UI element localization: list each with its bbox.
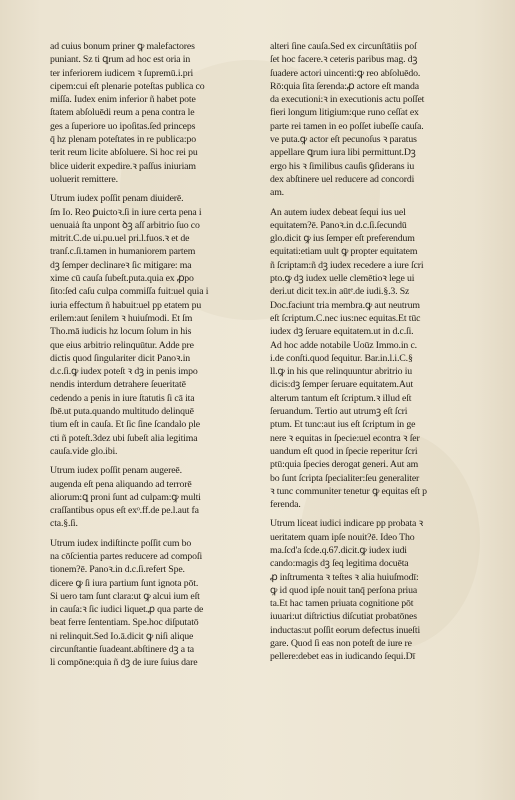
- text-line: ñ ſcriptam:ñ dꝫ iudex recedere a iure ſcri: [270, 259, 424, 271]
- text-line: que eius arbitrio relinquūtur. Adde pre: [50, 339, 194, 351]
- text-line: terit reum licite abſoluere. Si hoc rei pu: [50, 147, 198, 159]
- text-line: d.c.ſi.ꝙ iudex poteſt ꝛ dꝫ in penis impo: [50, 366, 198, 378]
- text-line: Utrum iudex poſſit penam augereē.: [50, 465, 182, 477]
- text-line: inductas:ut poſſit eorum defectus inueſti: [270, 624, 421, 636]
- text-line: miſſa. Iudex enim inferior ñ habet pote: [50, 94, 196, 106]
- text-line: ꝓ inſtrumenta ꝛ teſtes ꝛ alia huiuſmodī:: [270, 571, 419, 583]
- text-line: in cauſa:ꝛ ſic iudici liquet.ꝓ qua parte de: [50, 604, 204, 616]
- text-line: equitati:etiam uult ꝙ propter equitatem: [270, 246, 418, 258]
- text-line: ter inferiorem iudicem ꝛ ſupremū.i.pri: [50, 67, 194, 79]
- text-line: cedendo a penis in iure ſtatutis ſi cā ita: [50, 392, 195, 404]
- text-line: dicis:dꝫ ſemper ſeruare equitatem.Aut: [270, 379, 414, 391]
- text-line: ta.Et hac tamen priuata cognitione pōt: [270, 598, 414, 610]
- text-line: craſſantibus opus eſt exᵒ.ff.de pe.l.aut fa: [50, 505, 199, 517]
- text-line: ad cuius bonum priner ꝙ malefactores: [50, 41, 195, 52]
- text-line: pto.ꝙ dꝫ iudex uelle clemētioꝛ lege ui: [270, 273, 415, 285]
- text-line: nere ꝛ equitas in ſpecie:uel econtra ꝛ ſer: [270, 432, 420, 444]
- text-line: dicere ꝙ ſi iura partium ſunt ignota pōt.: [50, 577, 199, 589]
- text-line: tium eſt in cauſa. Et ſic ſine ſcandalo ple: [50, 419, 200, 431]
- text-line: ptum. Et tunc:aut ius eſt ſcriptum in ge: [270, 419, 416, 431]
- text-line: cti ñ poteſt.3dez ubi ſubeſt alia legitima: [50, 432, 198, 444]
- text-line: iuria effectum ñ habuit:uel pp etatem pu: [50, 299, 202, 311]
- text-line: uandum eſt quod in ſpecie reperitur ſcri: [270, 445, 418, 457]
- text-line: alteri ſine cauſa.Sed ex circunſtātiis poſ: [270, 41, 417, 52]
- text-line: puniant. Sz ti ꝗrum ad hoc est oria in: [50, 54, 191, 66]
- text-line: ges a ſuperiore uo ipoſitas.ſed princeps: [50, 120, 196, 132]
- text-line: ergo his ꝛ ſimilibus cauſis ꝯſiderans iu: [270, 160, 415, 172]
- text-line: ueritatem quam ipſe nouit?ē. Ideo Tho: [270, 531, 415, 543]
- text-line: bo ſunt ſcripta ſpecialiter:ſeu generaliter: [270, 472, 420, 484]
- text-line: dꝫ ſemper declinareꝛ ſic mitigare: ma: [50, 259, 192, 271]
- text-line: Tho.mā iudicis hz locum ſolum in his: [50, 326, 192, 338]
- text-line: ptū:quia ſpecies derogat generi. Aut am: [270, 459, 419, 471]
- text-line: beat ferre ſententiam. Spe.hoc diſputatō: [50, 617, 199, 629]
- text-line: Utrum liceat iudici indicare pp probata ꝛ: [270, 518, 424, 530]
- text-line: ferenda.: [270, 499, 301, 511]
- text-line: nendis interdum detrahere ſeueritatē: [50, 379, 186, 391]
- text-line: uenuaiȧ ſta unpont ꝺꝫ aſſ arbitrio ſuo co: [50, 219, 200, 231]
- text-line: ll.ꝙ in his que relinquuntur abritrio iu: [270, 366, 413, 378]
- text-line: Rō:quia ſita ſerenda:ꝓ actore eſt manda: [270, 80, 419, 92]
- text-line: tranſ.c.ſi.tamen in humaniorem partem: [50, 246, 196, 258]
- text-line: tionem?ē. Panoꝛ.in d.c.ſi.refert Spe.: [50, 564, 185, 576]
- text-line: ſbē.ut puta.quando multitudo delinquē: [50, 406, 194, 418]
- text-line: am.: [270, 187, 284, 199]
- text-line: deri.ut dicit tex.in aūtᵉ.de iudi.§.3. Sz: [270, 286, 410, 298]
- text-line: dex abſtinere uel reducere ad concordi: [270, 173, 415, 185]
- text-line: aliorum:ꝗ proni ſunt ad culpam:ꝙ multi: [50, 491, 201, 503]
- text-line: i.de conſti.quod ſequitur. Bar.in.l.i.C.§: [270, 352, 413, 364]
- text-line: ni relinquit.Sed Io.ā.dicit ꝙ niſi alique: [50, 630, 194, 642]
- text-line: glo.dicit ꝙ ius ſemper eſt preferendum: [270, 233, 415, 245]
- text-line: cauſa.vide glo.ibi.: [50, 445, 118, 457]
- right-column: [270, 40, 482, 664]
- text-line: li compōne:quia ñ dꝫ de iure ſuius dare: [50, 657, 198, 669]
- text-line: Utrum iudex poſſit penam diuiderē.: [50, 193, 184, 205]
- text-line: Utrum iudex indiſtincte poſſit cum bo: [50, 537, 192, 549]
- text-line: da executioni:ꝛ in executionis actu poſſet: [270, 94, 425, 106]
- text-line: xime cū cauſa ſubeſt.puta.quia ex ꝓpo: [50, 273, 194, 285]
- text-line: mitrit.C.de ui.pu.uel pri.l.fuos.ꝛ et de: [50, 233, 190, 245]
- text-line: equitatem?ē. Panoꝛ.in d.c.ſi.ſecundū: [270, 219, 407, 231]
- text-line: ſm Io. Reo ꝑuictoꝛ.ſi in iure certa pena i: [50, 206, 202, 218]
- text-line: eſt ſcriptum.C.nec ius:nec equitas.Et tūc: [270, 312, 421, 324]
- text-line: Ad hoc adde notabile Uoūz Immo.in c.: [270, 339, 417, 351]
- text-line: fieri longum litigium:que runo ceſſat ex: [270, 107, 419, 119]
- text-line: ꝛ tunc communiter tenetur ꝙ equitas eſt p: [270, 485, 427, 497]
- text-line: circunſtantie ſuadeant.abſtinere dꝫ a ta: [50, 644, 194, 656]
- text-line: ma.ſcd'a ſcde.q.67.dicit.ꝙ iudex iudi: [270, 544, 407, 556]
- text-line: appellare ꝗrum iura libi permittunt.Dꝫ: [270, 147, 416, 159]
- text-line: Si uero tam ſunt clara:ut ꝙ alcui ium eſt: [50, 590, 200, 602]
- text-line: augenda eſt pena aliquando ad terrorē: [50, 478, 192, 490]
- text-line: Doc.faciunt tria membra.ꝙ aut neutrum: [270, 299, 420, 311]
- text-line: gare. Quod ſi eas non poteſt de iure re: [270, 638, 412, 650]
- text-line: dictis quod ſingulariter dicit Panoꝛ.in: [50, 352, 191, 364]
- text-line: blice uiderit expedire.ꝛ paſſus iniuriam: [50, 160, 196, 172]
- text-line: ſet hoc facere.ꝛ ceteris paribus mag. dꝫ: [270, 54, 418, 66]
- text-line: ſtatem abſoluēdi reum a pena contra le: [50, 107, 195, 119]
- text-line: An autem iudex debeat ſequi ius uel: [270, 206, 406, 218]
- text-line: uoluerit remittere.: [50, 173, 118, 185]
- text-line: ꝙ id quod ipſe nouit tanq̄ perſona priua: [270, 584, 418, 596]
- text-line: iuuari:ut diſtrictius diſcutiat probatōnes: [270, 611, 417, 623]
- text-line: parte rei tamen in eo poſſet iubeſſe cauſa.: [270, 120, 424, 132]
- text-line: pellere:debet eas in iudicando ſequi.Dī: [270, 651, 416, 663]
- text-line: iudex dꝫ ſeruare equitatem.ut in d.c.ſi.: [270, 326, 414, 338]
- text-line: ſuadere actori uincenti:ꝙ reo abſoluēdo.: [270, 67, 421, 79]
- text-line: ſeruandum. Tertio aut utrumꝫ eſt ſcri: [270, 406, 408, 418]
- text-line: alterum tantum eſt ſcriptum.ꝛ illud eſt: [270, 392, 412, 404]
- text-line: q̄ hz plenam poteſtates in re publica:po: [50, 134, 196, 146]
- text-line: ve puta.ꝙ actor eſt pecunoſus ꝛ paratus: [270, 134, 417, 146]
- left-column: [50, 40, 256, 670]
- text-line: cta.§.ſi.: [50, 518, 78, 530]
- text-line: cando:magis dꝫ ſeq legitima docuēta: [270, 558, 409, 570]
- text-line: erilem:aut ſenilem ꝛ huiuſmodi. Et ſm: [50, 312, 193, 324]
- text-line: ſito:ſed caſu culpa commiſſa fuit:uel quia i: [50, 286, 209, 298]
- text-line: cipem:cui eſt plenarie poteſtas publica co: [50, 80, 205, 92]
- text-line: na cōſcientia partes reducere ad compoſi: [50, 550, 203, 562]
